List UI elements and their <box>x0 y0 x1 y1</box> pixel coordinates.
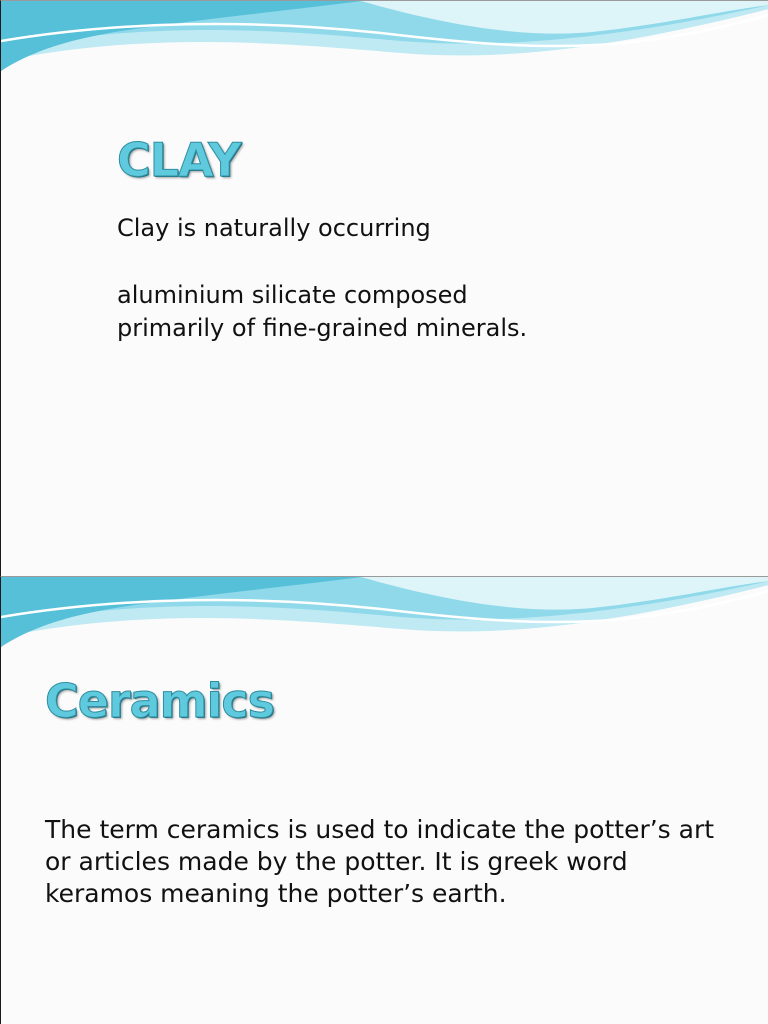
slide-ceramics <box>0 576 768 1024</box>
body-line: aluminium silicate composed <box>117 281 468 309</box>
body-line: primarily of fine-grained minerals. <box>117 314 528 342</box>
slide-title: Ceramics <box>45 674 275 728</box>
slide-body-text: The term ceramics is used to indicate the potter’s art or articles made by the potter. It is greek word keramos meaning the potter’s earth. <box>45 815 715 908</box>
body-line: Clay is naturally occurring <box>117 214 431 242</box>
wave-header-decoration <box>1 1 768 91</box>
wave-header-decoration <box>1 577 768 667</box>
slide-title: CLAY <box>117 133 241 187</box>
